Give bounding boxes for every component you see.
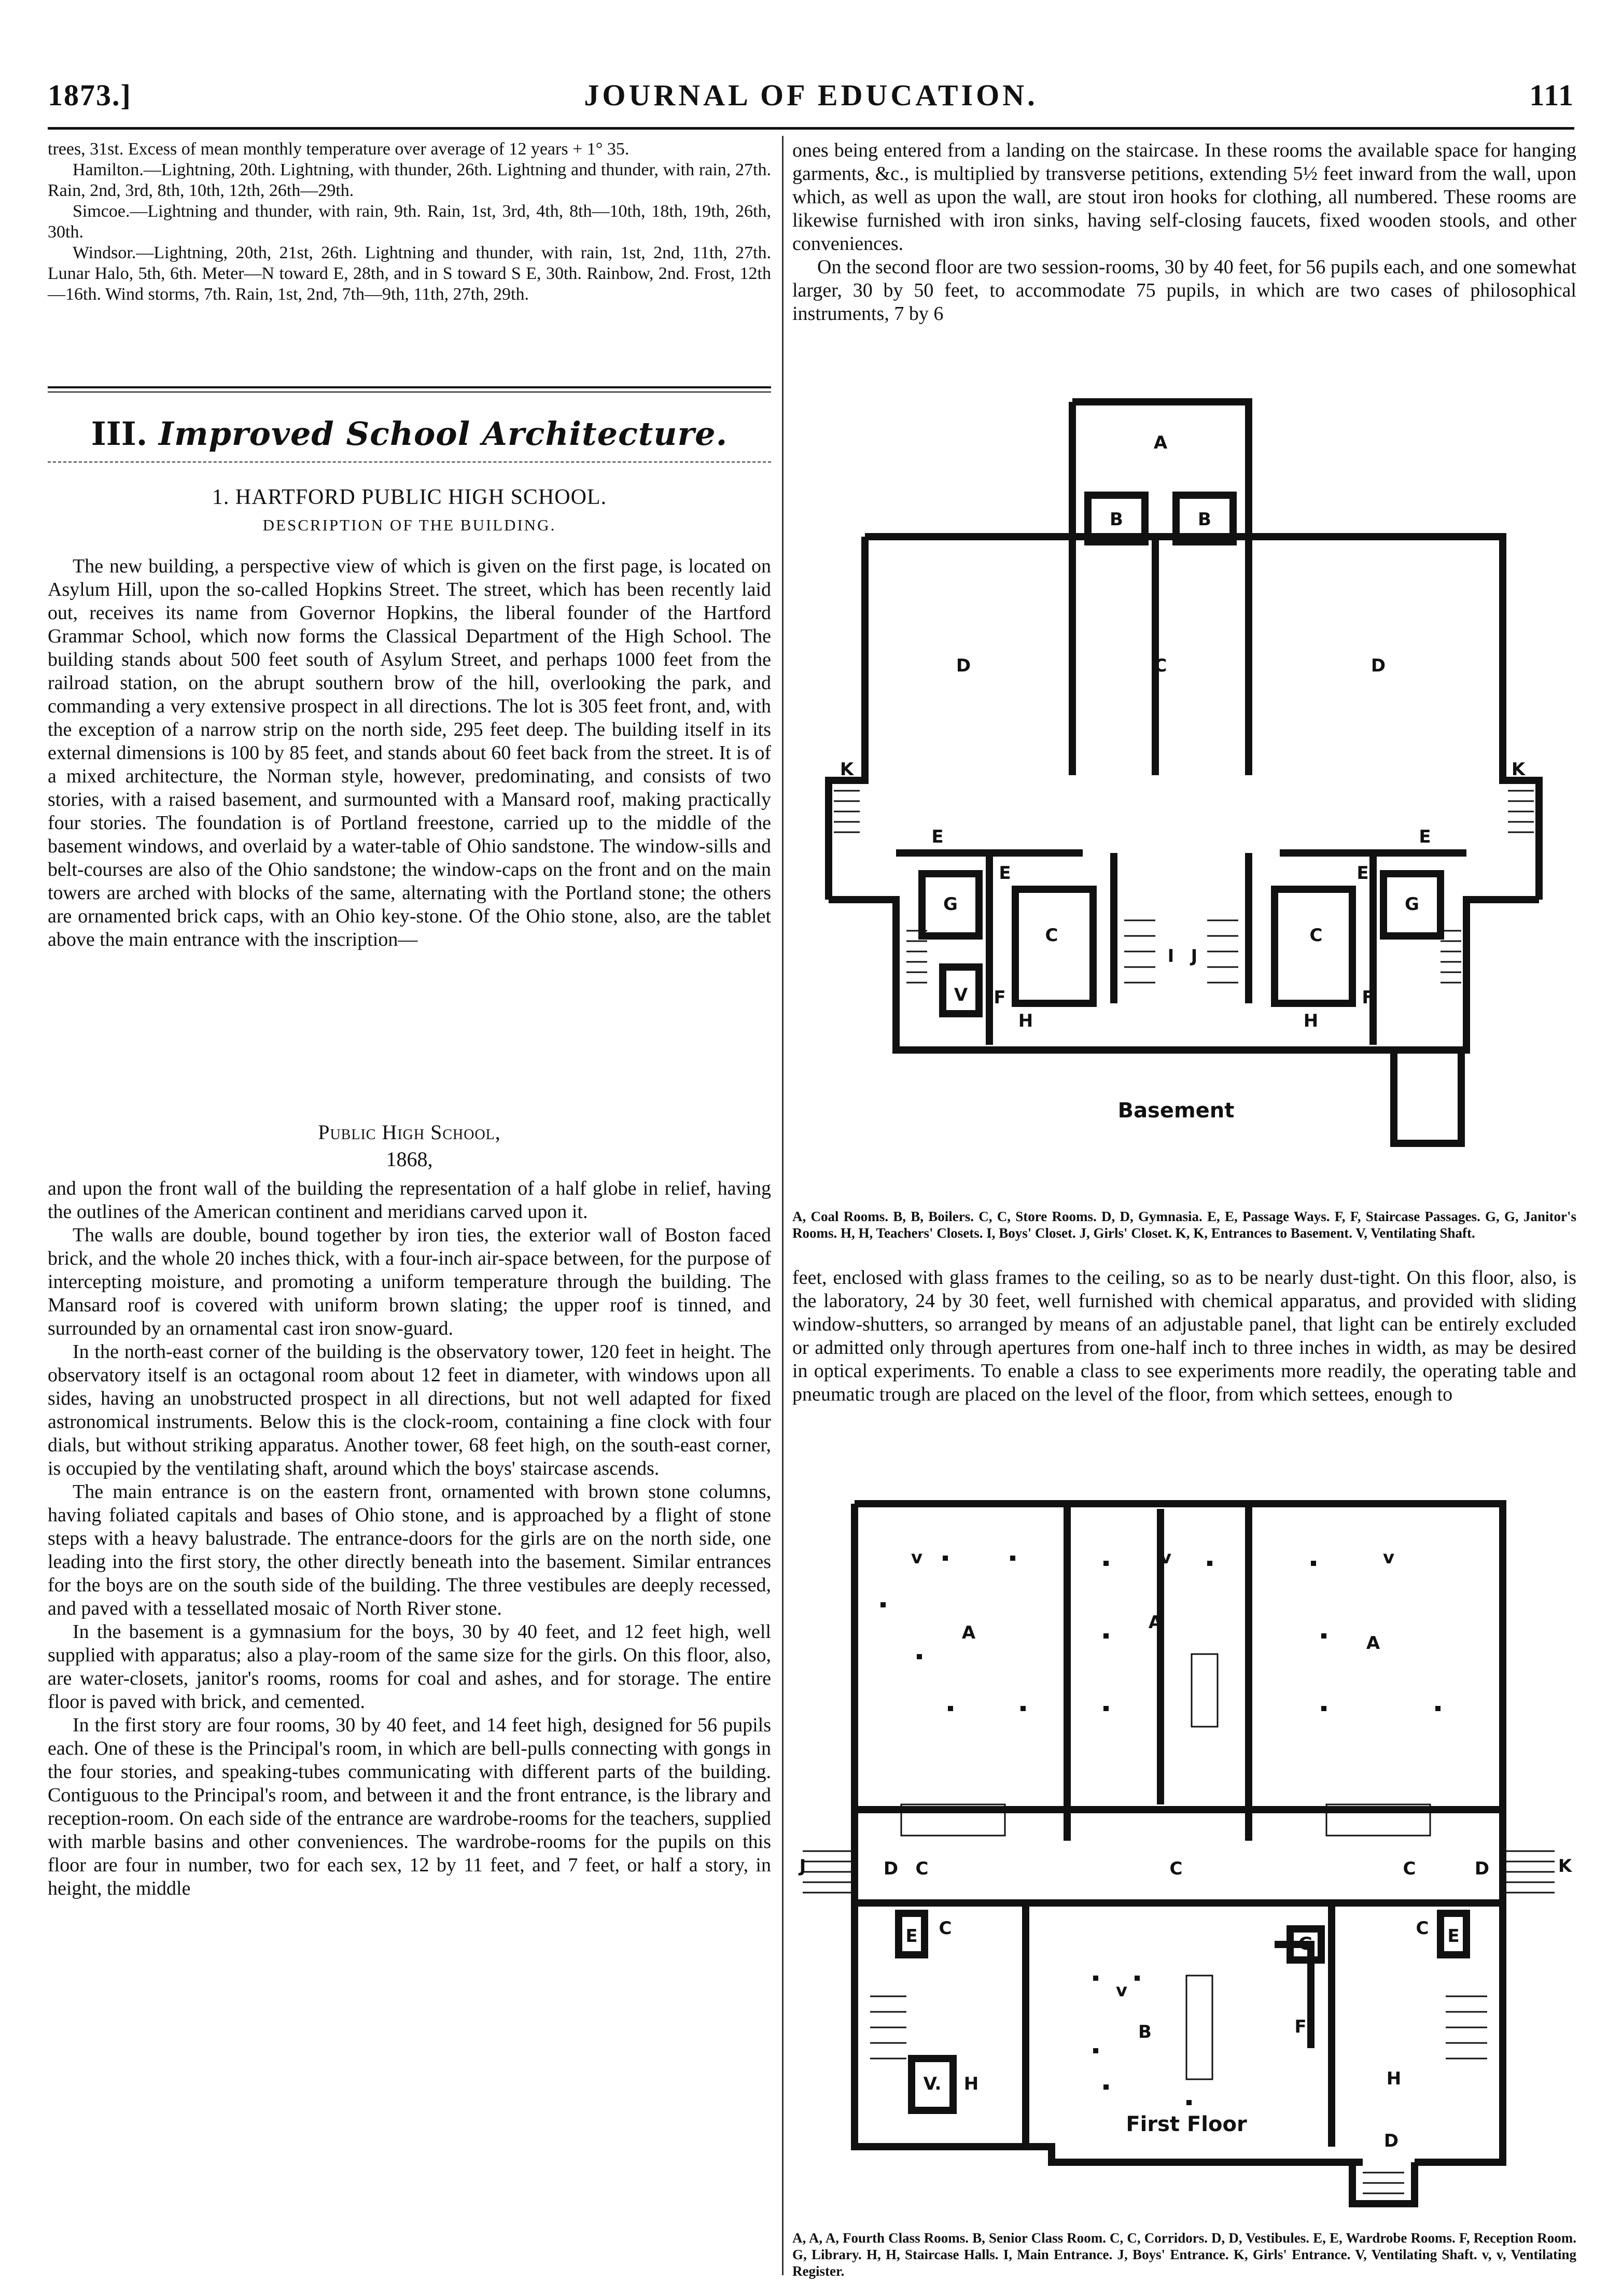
furniture-case <box>1192 1654 1218 1727</box>
plan-label-e: E <box>1447 1926 1460 1947</box>
plan-label-f: F <box>1294 2017 1307 2037</box>
section-heading <box>48 415 771 453</box>
stair-hatching <box>1508 780 1534 832</box>
paragraph: In the basement is a gymnasium for the boys, 30 by 40 feet, and 12 feet high, well supplied with apparatus; also a play-room of the same size for the girls. On this floor, also, are water-closets, janitor's rooms, rooms for coal and ashes, and for storage. The entire floor is paved with brick, and cemented. <box>48 1621 771 1713</box>
plan-label-c: C <box>915 1858 929 1879</box>
first-floor-plan-caption: A, A, A, Fourth Class Rooms. B, Senior Class Room. C, C, Corridors. D, D, Vestibules. E, E, Wardrobe Rooms. F, Reception Room. G, Library. H, H, Staircase Halls. I, Main Entrance. J, Boys' Entrance. K, Girls' Entrance. V, Ventilating Shaft. v, v, Ventilating Register. <box>792 2230 1576 2279</box>
plan-wall <box>1394 1050 1461 1143</box>
paragraph: The new building, a perspective view of which is given on the first page, is located on Asylum Hill, upon the so-called Hopkins Street. The street, which has been recently laid out, receives its name from Governor Hopkins, the liberal founder of the Hartford Grammar School, which now forms the Classical Department of the High School. The building stands about 500 feet south of Asylum Street, and perhaps 1000 feet from the railroad station, on the abrupt southern brow of the hill, overlooking the park, and commanding a very extensive prospect in all directions. The lot is 305 feet front, and, with the exception of a narrow strip on the north side, 295 feet deep. The building itself in its external dimensions is 100 by 85 feet, and stands about 60 feet back from the street. It is of a mixed architecture, the Norman style, however, predominating, and consists of two stories, with a raised basement, and surmounted with a Mansard roof, making practically four stories. The foundation is of Portland freestone, carried up to the middle of the basement windows, and overlaid by a water-table of Ohio sandstone. The window-sills and belt-courses are also of the Ohio sandstone; the window-caps on the front and on the main towers are arched with blocks of the same, alternating with the Portland stone; the others are ornamented brick caps, with an Ohio key-stone. Of the Ohio stone, also, are the tablet above the main entrance with the inscription— <box>48 555 771 950</box>
plan-label-k: K <box>840 759 854 780</box>
plan-label-c: C <box>939 1918 952 1939</box>
plan-wall <box>865 537 1539 900</box>
paragraph: On the second floor are two session-rooms, 30 by 40 feet, for 56 pupils each, and one somewhat larger, 30 by 50 feet, to accommodate 75 pupils, in which are two cases of philosophical instruments, 7 by 6 <box>792 256 1576 325</box>
plan-label-e: E <box>999 863 1011 884</box>
register-mark <box>1311 1561 1316 1566</box>
stair-hatching <box>1363 2173 1404 2193</box>
register-mark <box>1207 1561 1212 1566</box>
inscription-line: Public High School, <box>318 1121 501 1144</box>
plan-label-d: D <box>956 655 971 676</box>
register-mark <box>917 1654 922 1659</box>
register-mark <box>1135 1976 1140 1981</box>
furniture-case <box>1186 1976 1212 2079</box>
plan-label-a: A <box>1148 1612 1163 1633</box>
register-mark <box>1321 1633 1326 1639</box>
plan-label-k: K <box>1511 759 1526 780</box>
register-mark <box>880 1602 886 1607</box>
section-title: Improved School Architecture. <box>158 415 728 453</box>
plan-label-h: H <box>1386 2068 1402 2089</box>
plan-label-h: H <box>963 2074 979 2094</box>
page-number: 111 <box>1529 78 1574 112</box>
first-floor-plan <box>792 1478 1576 2219</box>
paragraph: The main entrance is on the eastern front, ornamented with brown stone columns, having foliated capitals and bases of Ohio stone, and is approached by a flight of stone steps with a heavy balustrade. The entrance-doors for the girls are on the north side, one leading into the first story, the other directly beneath into the basement. Similar entrances for the boys are on the south side of the building. The three vestibules are deeply recessed, and paved with a tessellated mosaic of North River stone. <box>48 1481 771 1619</box>
paragraph: In the north-east corner of the building is the observatory tower, 120 feet in height. The observatory itself is an octagonal room about 12 feet in diameter, with windows upon all sides, having an unobstructed prospect in all directions, but not well adapted for fixed astronomical instruments. Below this is the clock-room, containing a fine clock with four dials, but without striking apparatus. Another tower, 68 feet high, on the south-east corner, is occupied by the ventilating shaft, around which the boys' staircase ascends. <box>48 1341 771 1479</box>
article-body-part1 <box>48 555 771 951</box>
closet-stalls <box>1124 920 1155 983</box>
plan-label-e: E <box>905 1926 918 1947</box>
article-subheading: DESCRIPTION OF THE BUILDING. <box>262 516 556 534</box>
plan-label-c: C <box>1416 1918 1429 1939</box>
weather-note: Simcoe.—Lightning and thunder, with rain, 9th. Rain, 1st, 3rd, 4th, 8th—10th, 18th, 19th, 26th, 30th. <box>48 202 771 242</box>
column-separator <box>782 136 784 2275</box>
plan-label-v: V <box>954 985 968 1005</box>
register-mark <box>1435 1706 1441 1711</box>
stair-hatching <box>1505 1851 1555 1893</box>
plan-label-e: E <box>931 827 944 847</box>
register-mark <box>943 1556 948 1561</box>
section-number: III. <box>91 415 148 453</box>
plan-label-v-lower: v <box>911 1547 923 1568</box>
stair-hatching <box>834 780 860 832</box>
plan-label-v-lower: v <box>1382 1547 1395 1568</box>
plan-label-d: D <box>1474 1858 1490 1879</box>
closet-stalls <box>1207 920 1238 983</box>
article-body-part2 <box>48 1177 771 1900</box>
plan-label-d: D <box>883 1858 899 1879</box>
stair-hatching <box>870 1996 906 2059</box>
register-mark <box>1093 2048 1098 2053</box>
paragraph: and upon the front wall of the building the representation of a half globe in relief, having the outlines of the American continent and meridians carved upon it. <box>48 1178 771 1223</box>
journal-title: JOURNAL OF EDUCATION. <box>584 78 1038 112</box>
plan-label-c: C <box>1403 1858 1416 1879</box>
register-mark <box>1020 1706 1026 1711</box>
plan-label-g: G <box>1298 1934 1313 1954</box>
plan-label-a: A <box>961 1622 976 1643</box>
plan-label-h: H <box>1018 1011 1033 1031</box>
plan-wall <box>829 900 1539 1050</box>
plan-label-b: B <box>1110 509 1123 530</box>
plan-label-g: G <box>1405 894 1419 915</box>
register-mark <box>948 1706 953 1711</box>
basement-plan-title: Basement <box>1117 1099 1235 1123</box>
paragraph: In the first story are four rooms, 30 by 40 feet, and 14 feet high, designed for 56 pupils each. One of these is the Principal's room, in which are bell-pulls connecting with gongs in the four stories, and speaking-tubes communicating with different parts of the building. Contiguous to the Principal's room, and between it and the front entrance, is the library and reception-room. On each side of the entrance are wardrobe-rooms for the teachers, supplied with marble basins and other conveniences. The wardrobe-rooms for the pupils on this floor are four in number, two for each sex, 12 by 11 feet, and 7 feet, or half a story, in height, the middle <box>48 1714 771 1899</box>
section-rule <box>48 386 771 388</box>
plan-label-v-lower: v <box>1115 1980 1128 2001</box>
weather-note: Windsor.—Lightning, 20th, 21st, 26th. Lightning and thunder, with rain, 1st, 2nd, 11th, 27th. Lunar Halo, 5th, 6th. Meter—N toward E, 28th, and in S toward S E, 30th. Rainbow, 2nd. Frost, 12th—16th. Wind storms, 7th. Rain, 1st, 2nd, 7th—9th, 11th, 27th, 29th. <box>48 243 771 304</box>
register-mark <box>1103 1561 1109 1566</box>
store-room <box>1015 889 1093 1003</box>
article-title: 1. HARTFORD PUBLIC HIGH SCHOOL. <box>212 485 607 509</box>
stair-hatching <box>1446 1996 1487 2059</box>
paragraph: The walls are double, bound together by iron ties, the exterior wall of Boston faced brick, and the whole 20 inches thick, with a four-inch air-space between, for the purpose of intercepting moisture, and promoting a uniform temperature through the building. The Mansard roof is covered with uniform brown slating; the upper roof is tinned, and surrounded by an ornamental cast iron snow-guard. <box>48 1224 771 1339</box>
plan-label-f: F <box>1362 987 1374 1008</box>
plan-label-e: E <box>1419 827 1431 847</box>
store-room <box>1275 889 1352 1003</box>
inscription-year: 1868, <box>386 1147 433 1171</box>
weather-note: trees, 31st. Excess of mean monthly temperature over average of 12 years + 1° 35. <box>48 139 630 159</box>
header-rule <box>48 127 1574 130</box>
paragraph: feet, enclosed with glass frames to the ceiling, so as to be nearly dust-tight. On this floor, also, is the laboratory, 24 by 30 feet, well furnished with chemical apparatus, and provided with sliding window-shutters, so arranged by means of an adjustable panel, that light can be entirely excluded or admitted only through apertures from one-half inch to three inches in width, as may be desired in optical experiments. To enable a class to see experiments more readily, the operating table and pneumatic trough are placed on the level of the floor, from which settees, enough to <box>792 1267 1576 1405</box>
plan-label-a: A <box>1366 1633 1380 1654</box>
plan-label-h: H <box>1303 1011 1319 1031</box>
basement-plan-caption: A, Coal Rooms. B, B, Boilers. C, C, Store Rooms. D, D, Gymnasia. E, E, Passage Ways. F, F, Staircase Passages. G, G, Janitor's Rooms. H, H, Teachers' Closets. I, Boys' Closet. J, Girls' Closet. K, K, Entrances to Basement. V, Ventilating Shaft. <box>792 1209 1576 1241</box>
plan-label-c: C <box>1045 925 1058 946</box>
plan-label-c: C <box>1309 925 1323 946</box>
plan-label-d: D <box>1371 655 1386 676</box>
plan-label-c: C <box>1154 655 1167 676</box>
weather-notes <box>48 139 771 305</box>
plan-wall <box>1072 402 1249 537</box>
plan-label-e: E <box>1357 863 1369 884</box>
plan-label-a: A <box>1153 432 1168 453</box>
first-floor-plan-title: First Floor <box>1126 2112 1247 2136</box>
plan-label-v: V. <box>923 2074 942 2094</box>
plan-label-i: I <box>1167 946 1174 967</box>
paragraph: ones being entered from a landing on the staircase. In these rooms the available space for hanging garments, &c., is multiplied by transverse petitions, extending 5½ feet inward from the wall, upon which, as well as upon the wall, are stout iron hooks for clothing, all numbered. These rooms are likewise furnished with iron sinks, having self-closing faucets, fixed wooden stools, and other conveniences. <box>792 139 1576 255</box>
register-mark <box>1321 1706 1326 1711</box>
plan-label-b: B <box>1138 2022 1152 2042</box>
plan-label-j: J <box>1191 946 1198 967</box>
register-mark <box>1186 2100 1192 2105</box>
register-mark <box>1103 2084 1109 2090</box>
plan-label-j: J <box>799 1856 806 1877</box>
basement-plan <box>792 381 1576 1200</box>
header-year: 1873.] <box>48 78 132 112</box>
plan-wall <box>855 1504 1363 2162</box>
decorative-rule <box>48 461 771 463</box>
stair-hatching <box>803 1851 852 1893</box>
plan-label-d: D <box>1383 2131 1399 2151</box>
register-mark <box>1093 1976 1098 1981</box>
basement-plan-drawing <box>792 381 1576 1200</box>
plan-label-c: C <box>1169 1858 1183 1879</box>
plan-label-k: K <box>1558 1856 1572 1877</box>
first-floor-plan-drawing <box>792 1478 1576 2219</box>
plan-label-g: G <box>943 894 958 915</box>
plan-label-f: F <box>994 987 1006 1008</box>
register-mark <box>1103 1633 1109 1639</box>
weather-note: Hamilton.—Lightning, 20th. Lightning, with thunder, 26th. Lightning and thunder, with rain, 27th. Rain, 2nd, 3rd, 8th, 10th, 12th, 26th—29th. <box>48 160 771 200</box>
plan-label-v-lower: v <box>1159 1547 1172 1568</box>
register-mark <box>1010 1556 1015 1561</box>
running-header <box>48 78 1574 124</box>
right-column-top <box>792 139 1576 326</box>
plan-label-b: B <box>1198 509 1211 530</box>
right-column-middle <box>792 1266 1576 1406</box>
section-rule-thin <box>48 391 771 393</box>
register-mark <box>1103 1706 1109 1711</box>
plan-wall <box>829 537 865 900</box>
